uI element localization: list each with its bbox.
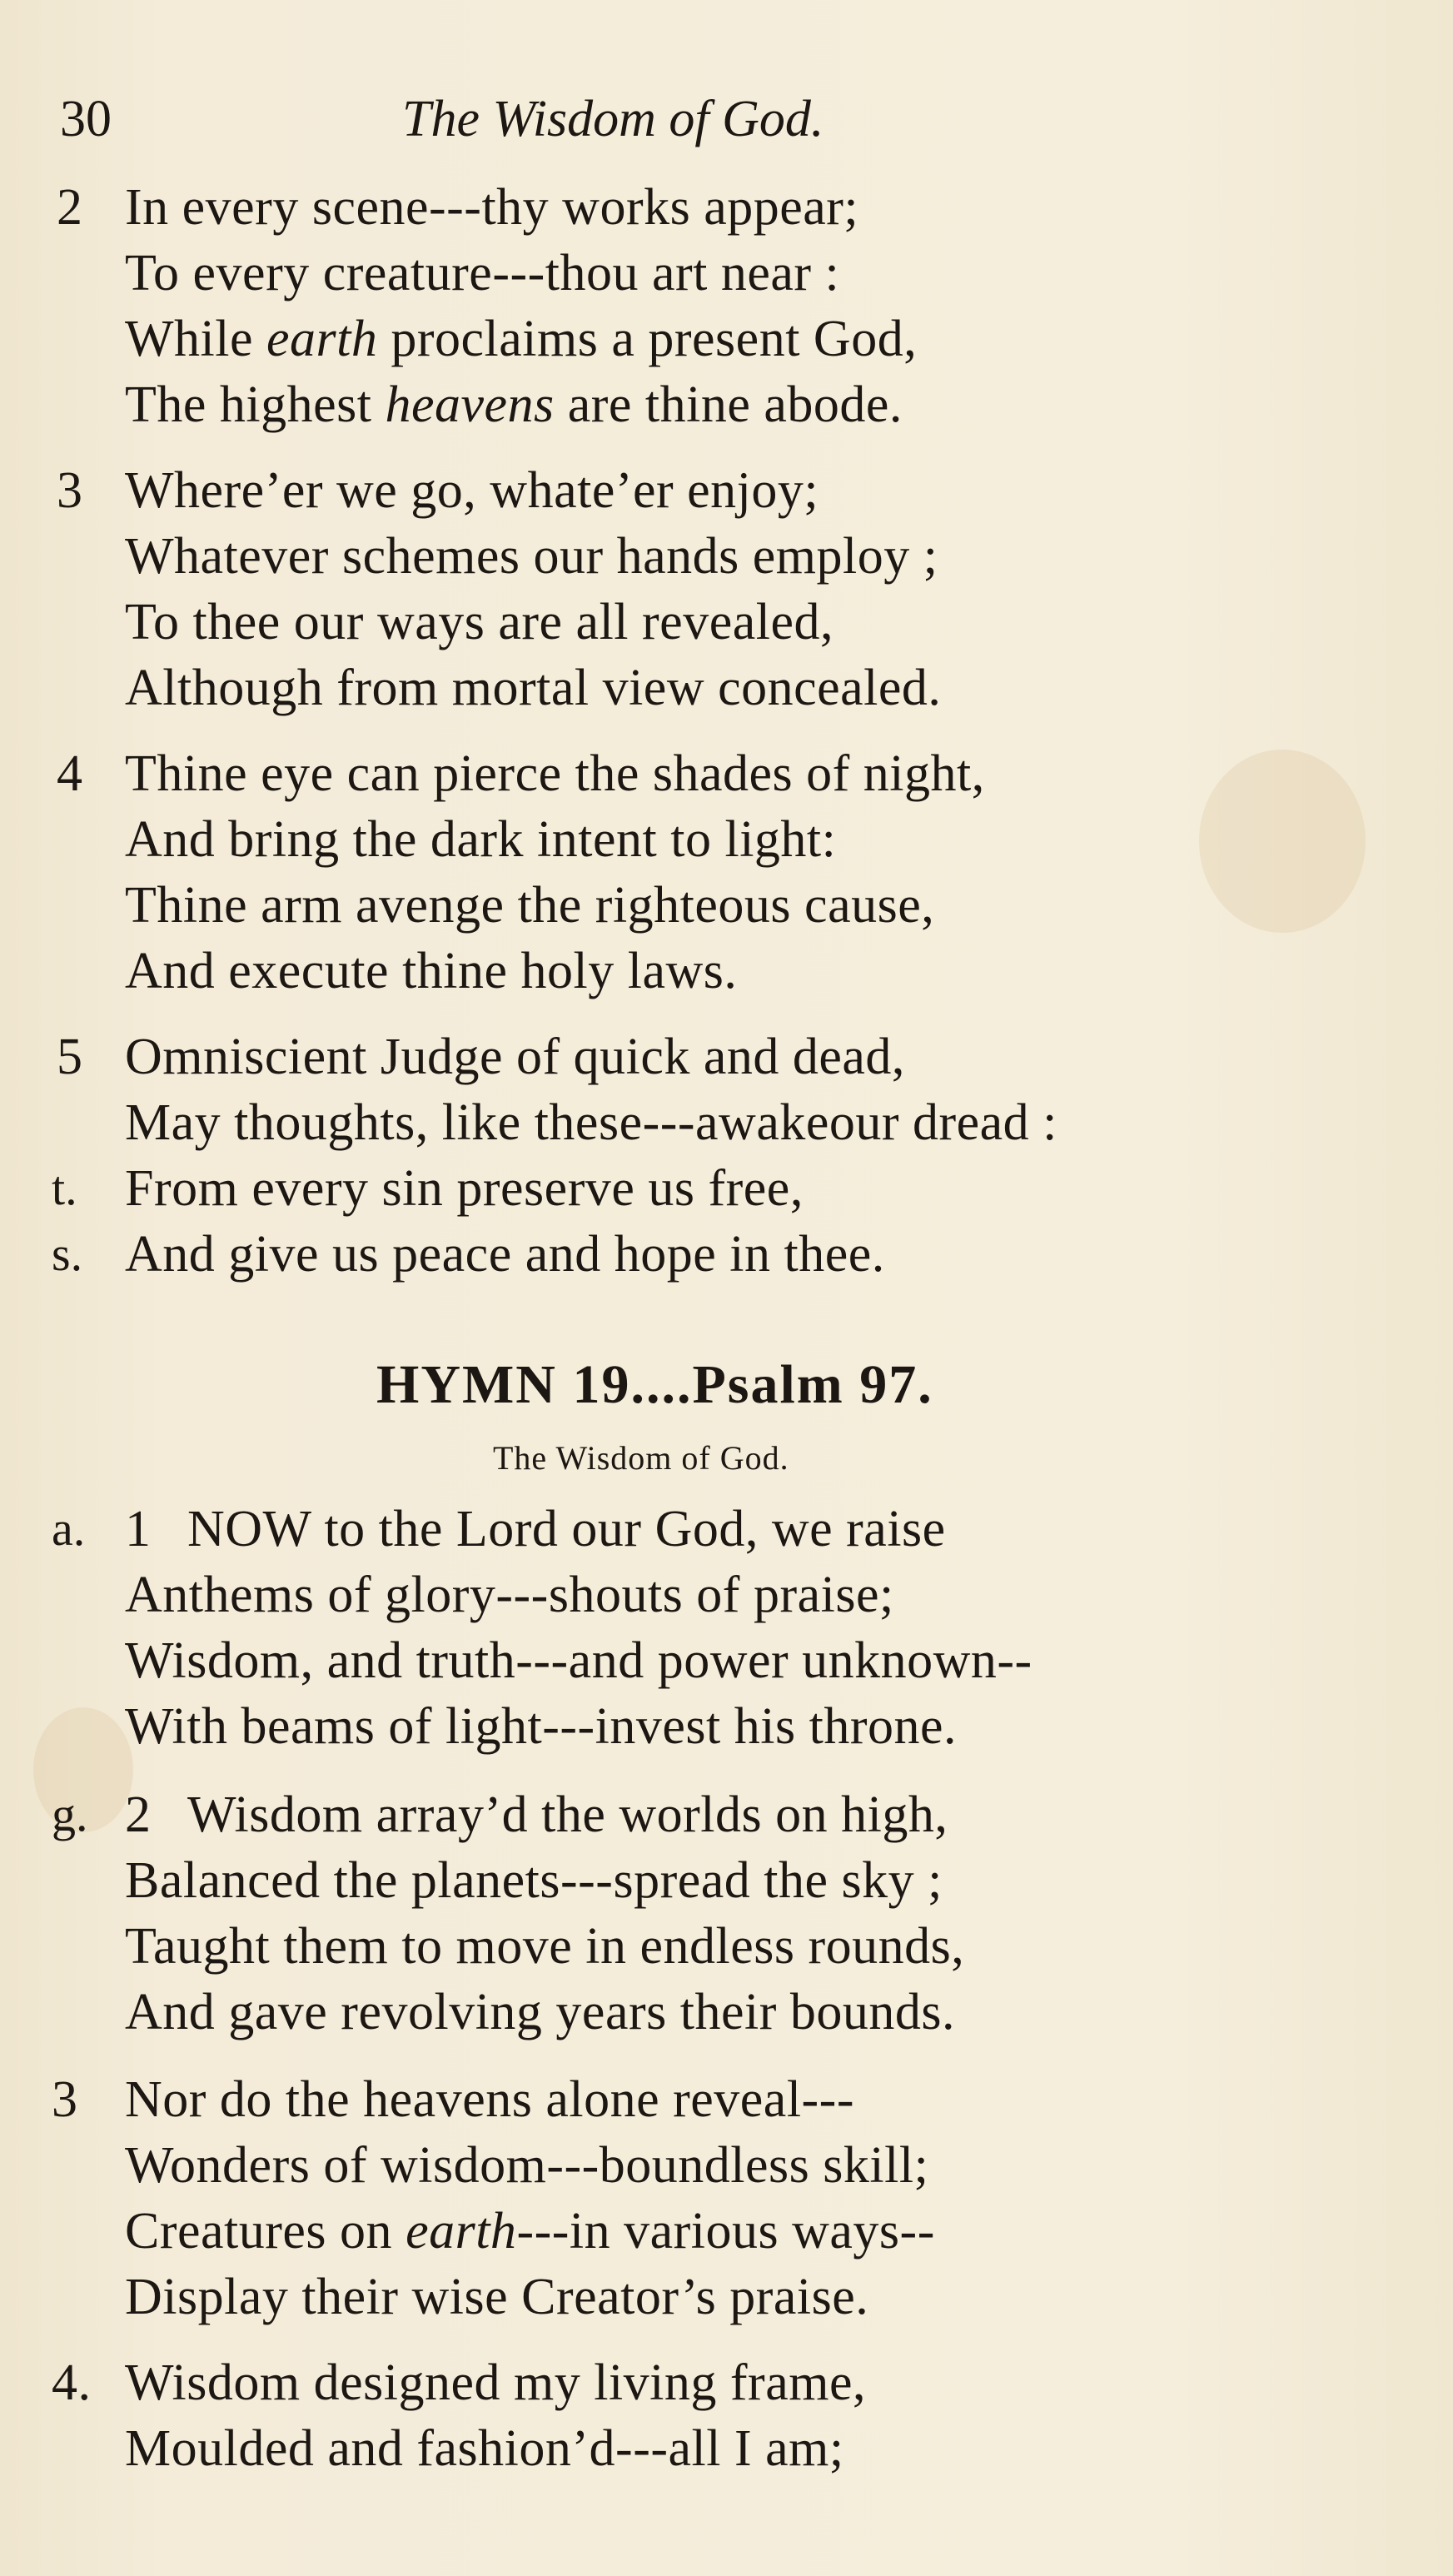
verse-line <box>125 1632 1033 1689</box>
verse-line <box>125 2137 929 2194</box>
line-text: And give us peace and hope in thee. <box>125 1226 885 1283</box>
verse-line <box>125 2071 854 2128</box>
verse-line <box>125 1160 804 1217</box>
line-text: May thoughts, like these---awakeour dread : <box>125 1094 1057 1151</box>
line-text: Anthems of glory---shouts of praise; <box>125 1567 894 1623</box>
line-text: Whatever schemes our hands employ ; <box>125 528 938 585</box>
verse-line <box>125 376 903 433</box>
verse-line <box>125 1094 1057 1151</box>
verse-line <box>125 1698 957 1755</box>
verse-line <box>125 877 935 934</box>
line-text: Thine arm avenge the righteous cause, <box>125 877 935 934</box>
page-number: 30 <box>60 91 112 147</box>
line-text: With beams of light---invest his throne. <box>125 1698 957 1755</box>
verse-line <box>125 313 917 365</box>
verse-line <box>125 1852 943 1909</box>
italic-word: earth <box>266 311 378 367</box>
line-text: Wonders of wisdom---boundless skill; <box>125 2137 929 2194</box>
line-text: Creatures on <box>125 2203 406 2260</box>
line-text: Where’er we go, whate’er enjoy; <box>125 462 819 519</box>
hymn-subtitle: The Wisdom of God. <box>493 1439 789 1477</box>
line-text: are thine abode. <box>554 376 903 433</box>
line-text: And execute thine holy laws. <box>125 943 738 999</box>
stanza-number: 2 <box>57 179 83 236</box>
dynamic-marker: t. <box>52 1161 77 1215</box>
stanza-number: 3 <box>52 2071 78 2128</box>
verse-line <box>125 1986 955 2038</box>
stanza-number: 3 <box>57 462 83 519</box>
dynamic-marker: g. <box>52 1787 88 1841</box>
verse-line <box>125 1918 965 1975</box>
verse-line <box>125 2420 844 2477</box>
verse-line <box>125 2203 935 2260</box>
stanza-number: 4 <box>57 745 83 802</box>
verse-line <box>125 462 819 519</box>
line-text: Moulded and fashion’d---all I am; <box>125 2420 844 2477</box>
italic-word: heavens <box>385 376 555 433</box>
line-text: To thee our ways are all revealed, <box>125 594 833 650</box>
verse-line <box>125 1031 905 1083</box>
italic-word: earth <box>406 2203 517 2260</box>
line-text: And gave revolving years their bounds. <box>125 1984 955 2040</box>
running-title: The Wisdom of God. <box>402 91 824 147</box>
verse-line <box>125 1569 894 1621</box>
line-text: Although from mortal view concealed. <box>125 660 942 716</box>
verse-line <box>125 179 859 236</box>
line-text: Wisdom designed my living frame, <box>125 2354 866 2411</box>
verse-line <box>125 945 737 997</box>
line-text: Balanced the planets---spread the sky ; <box>125 1852 943 1909</box>
stanza-number: 1 <box>125 1501 152 1557</box>
line-text: Taught them to move in endless rounds, <box>125 1918 965 1975</box>
paper-stain <box>1199 750 1366 933</box>
verse-line <box>125 1226 885 1283</box>
verse-line <box>125 2271 868 2323</box>
line-text: Display their wise Creator’s praise. <box>125 2269 869 2325</box>
verse-line <box>125 745 985 802</box>
line-text: Wisdom array’d the worlds on high, <box>187 1786 948 1843</box>
verse-line <box>125 528 938 585</box>
line-text: To every creature---thou art near : <box>125 245 840 301</box>
line-text: The highest <box>125 376 386 433</box>
line-text: Nor do the heavens alone reveal--- <box>125 2071 854 2128</box>
verse-line <box>125 662 941 714</box>
hymn-title: HYMN 19....Psalm 97. <box>376 1354 933 1415</box>
line-text: NOW to the Lord our God, we raise <box>187 1501 946 1557</box>
line-text: From every sin preserve us free, <box>125 1160 804 1217</box>
verse-line <box>125 596 833 648</box>
verse-line <box>125 247 839 299</box>
line-text: Thine eye can pierce the shades of night, <box>125 745 985 802</box>
dynamic-marker: a. <box>52 1502 86 1556</box>
line-text: In every scene---thy works appear; <box>125 179 859 236</box>
verse-line <box>187 1786 948 1843</box>
stanza-number: 2 <box>125 1786 152 1843</box>
verse-line <box>187 1503 946 1555</box>
line-text: proclaims a present God, <box>377 311 918 367</box>
line-text: And bring the dark intent to light: <box>125 811 837 868</box>
stanza-number: 5 <box>57 1029 83 1085</box>
line-text: While <box>125 311 266 367</box>
dynamic-marker: s. <box>52 1227 83 1281</box>
verse-line <box>125 811 837 868</box>
verse-line <box>125 2354 866 2411</box>
stanza-number: 4. <box>52 2354 92 2411</box>
line-text: ---in various ways-- <box>516 2203 935 2260</box>
line-text: Omniscient Judge of quick and dead, <box>125 1029 905 1085</box>
line-text: Wisdom, and truth---and power unknown-- <box>125 1632 1033 1689</box>
